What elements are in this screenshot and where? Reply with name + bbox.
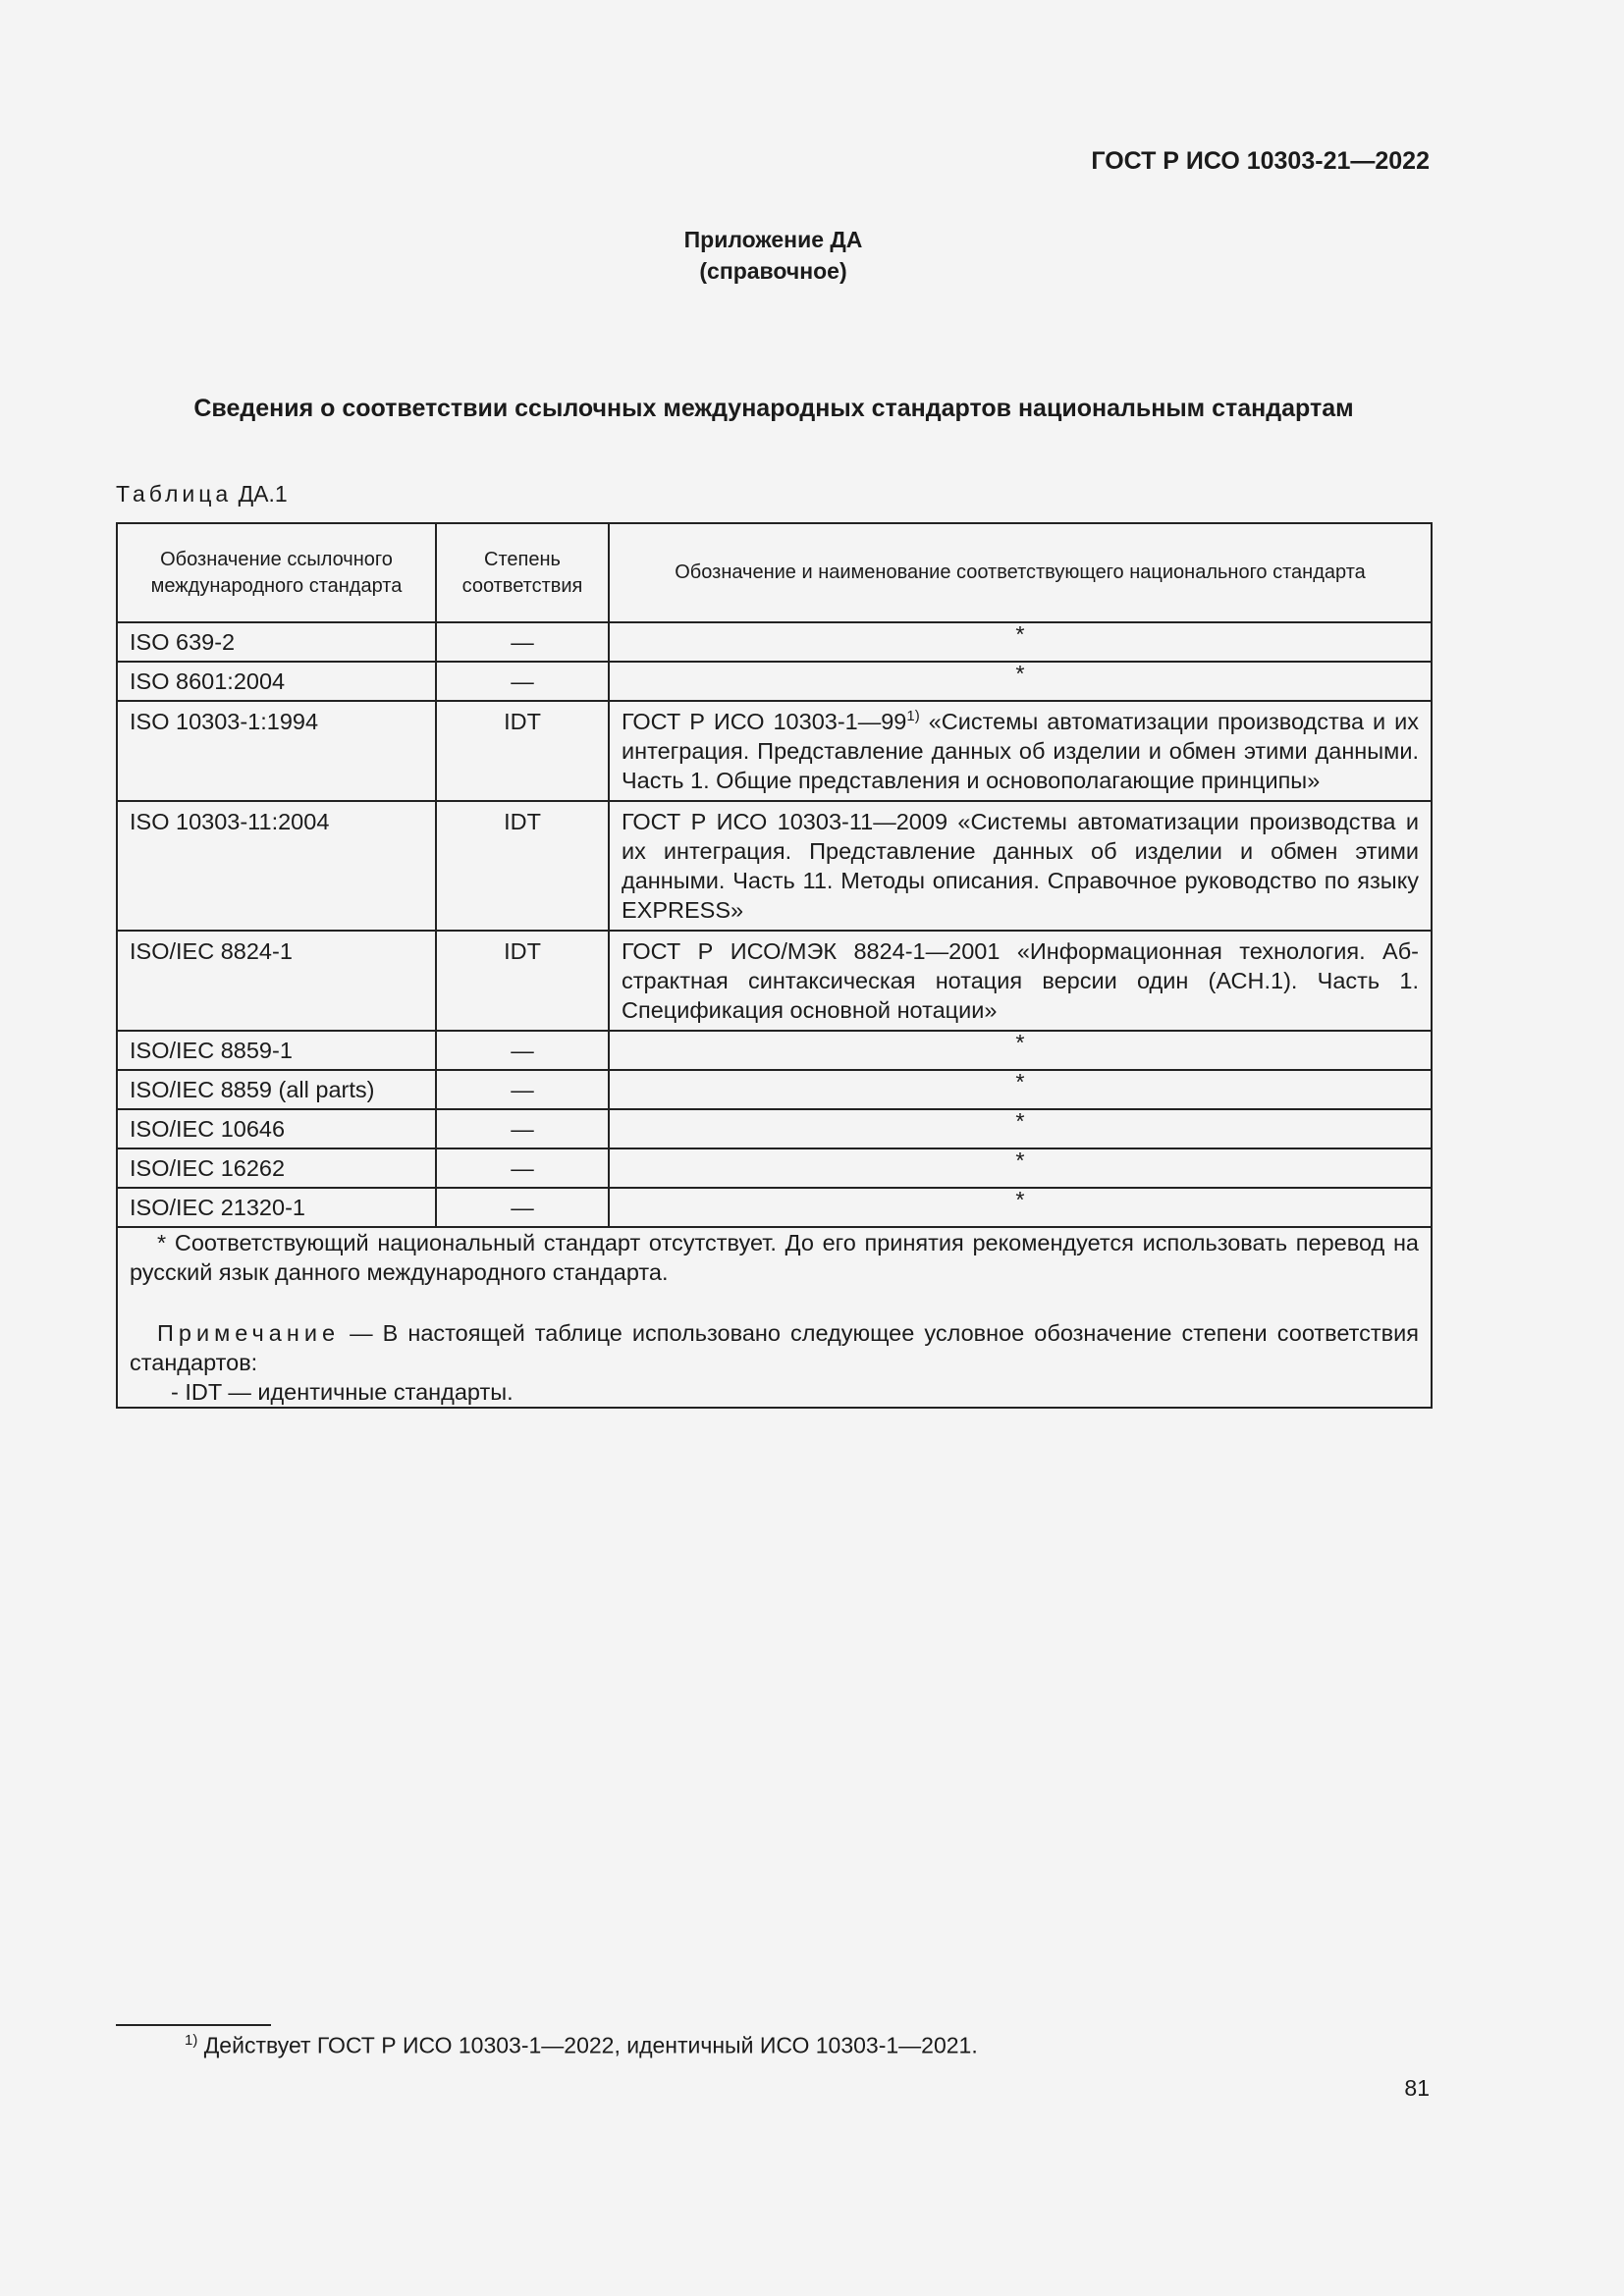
cell-national-text: «Системы автоматизации производства и их интеграция. Представление данных об изделии и обмен этими данными. Часть 1. Общие представления и основополагающие принципы» <box>622 709 1419 793</box>
table-row <box>117 1148 1432 1188</box>
cell-national <box>609 1031 1432 1070</box>
cell-national <box>609 1109 1432 1148</box>
table-notes-row <box>117 1227 1432 1408</box>
cell-intl: ISO/IEC 8824-1 <box>117 931 436 1031</box>
cell-national-text: * <box>1015 621 1025 647</box>
cell-degree: — <box>436 622 609 662</box>
section-title: Сведения о соответствии ссылочных международных стандартов национальным стандартам <box>193 395 1354 422</box>
cell-national <box>609 622 1432 662</box>
document-code: ГОСТ Р ИСО 10303-21—2022 <box>1091 147 1430 175</box>
cell-degree: IDT <box>436 801 609 931</box>
cell-national: ГОСТ Р ИСО 10303-11—2009 «Системы автоматизации производства и их интеграция. Представление данных об изделии и обмен этими данными. Часть 11. Методы описания. Справочное руководство по языку EXPRESS» <box>609 801 1432 931</box>
cell-degree: — <box>436 1109 609 1148</box>
cell-degree: — <box>436 1070 609 1109</box>
cell-national-text: * <box>1015 1148 1025 1173</box>
footnote-text: Действует ГОСТ Р ИСО 10303-1—2022, идентичный ИСО 10303-1—2021. <box>197 2032 978 2058</box>
cell-intl: ISO 639-2 <box>117 622 436 662</box>
table-row <box>117 701 1432 801</box>
cell-national-text: * <box>1015 1187 1025 1212</box>
cell-intl: ISO 10303-11:2004 <box>117 801 436 931</box>
cell-national <box>609 1148 1432 1188</box>
cell-national-text: * <box>1015 1108 1025 1134</box>
table-header-row <box>117 523 1432 622</box>
table-row <box>117 1109 1432 1148</box>
footnote <box>185 2032 978 2059</box>
cell-national <box>609 662 1432 701</box>
cell-degree: — <box>436 1031 609 1070</box>
table-caption <box>116 481 288 507</box>
cell-national <box>609 701 1432 801</box>
cell-intl: ISO/IEC 10646 <box>117 1109 436 1148</box>
standards-table <box>116 522 1433 1409</box>
table-row <box>117 1070 1432 1109</box>
cell-intl: ISO/IEC 8859-1 <box>117 1031 436 1070</box>
note-text: — В настоящей таблице использовано следующее условное обозначение степени соответствия стандартов: <box>130 1320 1419 1375</box>
cell-intl: ISO/IEC 16262 <box>117 1148 436 1188</box>
header-degree: Степень соответствия <box>436 523 609 622</box>
table-row <box>117 801 1432 931</box>
cell-intl: ISO 8601:2004 <box>117 662 436 701</box>
table-row <box>117 1188 1432 1227</box>
footnote-divider <box>116 2024 271 2026</box>
annex-title: Приложение ДА <box>683 227 863 252</box>
table-caption-word: Таблица <box>116 481 233 507</box>
table-row <box>117 662 1432 701</box>
cell-national-text: * <box>1015 1069 1025 1095</box>
header-national-standard: Обозначение и наименование соответствующего национального стандарта <box>609 523 1432 622</box>
cell-intl: ISO 10303-1:1994 <box>117 701 436 801</box>
footnote-mark: 1) <box>185 2032 198 2049</box>
cell-national-text: * <box>1015 661 1025 686</box>
table-caption-id: ДА.1 <box>238 481 288 507</box>
page-number: 81 <box>1404 2075 1430 2101</box>
cell-degree: IDT <box>436 931 609 1031</box>
cell-degree: IDT <box>436 701 609 801</box>
annex-subtitle: (справочное) <box>699 258 847 284</box>
cell-intl: ISO/IEC 21320-1 <box>117 1188 436 1227</box>
footnote-reference: 1) <box>906 708 920 725</box>
table-notes-cell <box>117 1227 1432 1408</box>
cell-degree: — <box>436 1188 609 1227</box>
note-label: Примечание <box>157 1320 341 1346</box>
header-intl-standard: Обозначение ссылочного международного стандарта <box>117 523 436 622</box>
table-row <box>117 622 1432 662</box>
table-row <box>117 1031 1432 1070</box>
cell-national-text: * <box>1015 1030 1025 1055</box>
cell-degree: — <box>436 1148 609 1188</box>
cell-degree: — <box>436 662 609 701</box>
cell-national: ГОСТ Р ИСО/МЭК 8824-1—2001 «Информационная технология. Аб-страктная синтаксическая нотация версии один (АСН.1). Часть 1. Спецификация основной нотации» <box>609 931 1432 1031</box>
cell-national <box>609 1188 1432 1227</box>
table-notes <box>130 1228 1419 1407</box>
annex-heading <box>0 224 1546 287</box>
note-list-item: - IDT — идентичные стандарты. <box>171 1379 514 1405</box>
cell-national <box>609 1070 1432 1109</box>
cell-national-prefix: ГОСТ Р ИСО 10303-1—99 <box>622 709 907 734</box>
note-paragraph <box>130 1318 1419 1377</box>
star-note: * Соответствующий национальный стандарт отсутствует. До его принятия рекомендуется использовать перевод на русский язык данного международного стандарта. <box>130 1230 1419 1285</box>
table-row <box>117 931 1432 1031</box>
cell-intl: ISO/IEC 8859 (all parts) <box>117 1070 436 1109</box>
